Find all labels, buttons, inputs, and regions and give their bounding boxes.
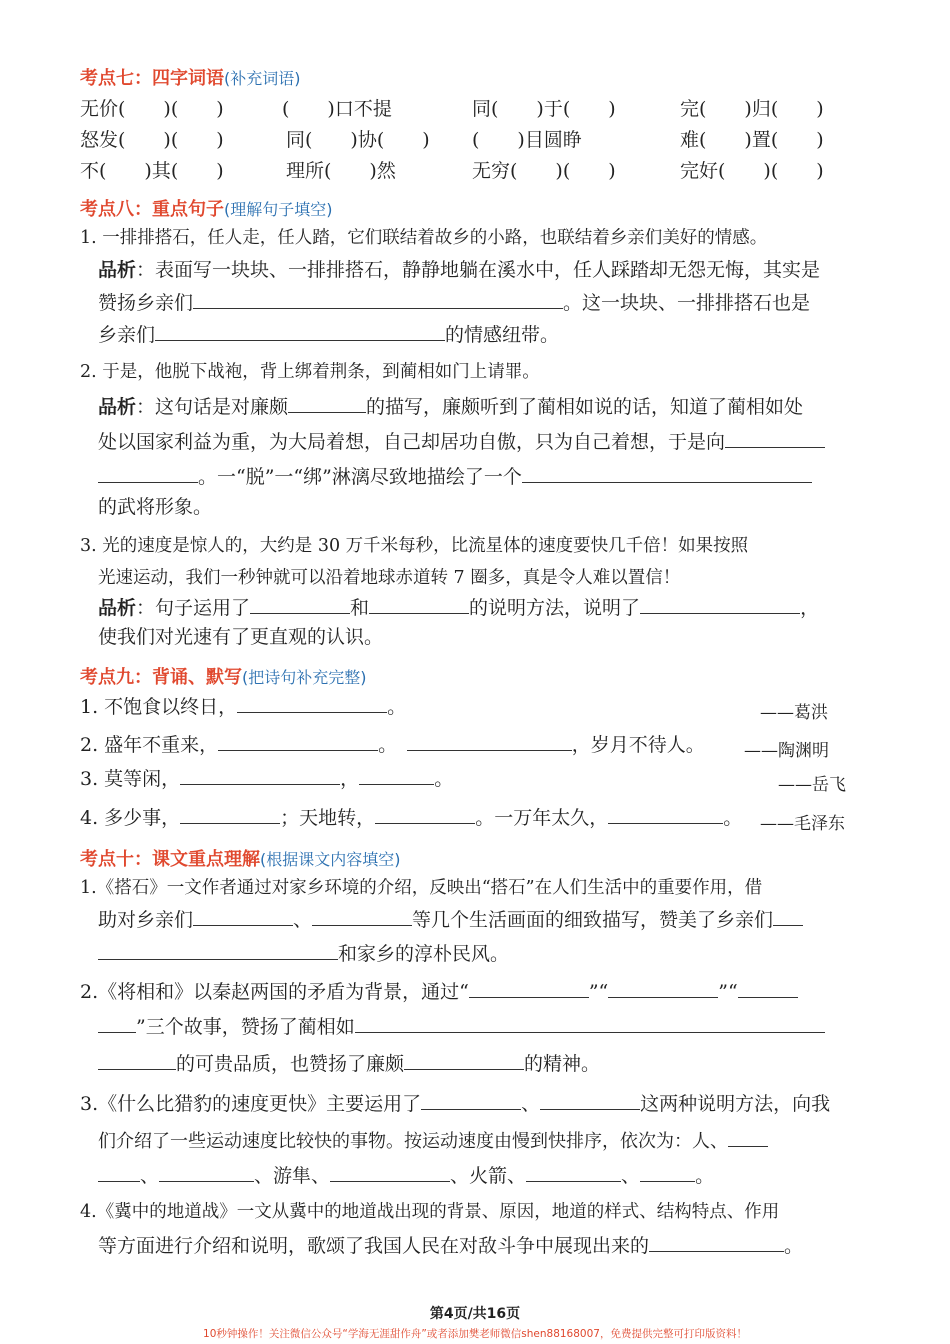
question-line: 们介绍了一些运动速度比较快的事物。按运动速度由慢到快排序，依次为：人、 xyxy=(98,1128,768,1154)
answer-blank[interactable] xyxy=(421,1091,521,1110)
promo-banner: 10秒钟操作！关注微信公众号“学海无涯甜作舟”或者添加樊老师微信shen88168007，免费提供完整可打印版资料！ xyxy=(203,1328,747,1340)
answer-blank[interactable] xyxy=(193,290,563,309)
answer-blank[interactable] xyxy=(330,1163,450,1182)
analysis-line: 的武将形象。 xyxy=(98,496,213,518)
analysis-label: 品析 xyxy=(98,396,137,418)
answer-blank[interactable] xyxy=(180,766,340,785)
answer-blank[interactable] xyxy=(640,1163,695,1182)
answer-blank[interactable] xyxy=(725,429,825,448)
question-line: 和家乡的淳朴民风。 xyxy=(98,941,509,966)
analysis-line: 品析：这句话是对廉颇 的描写，廉颇听到了蔺相如说的话，知道了蔺相如处 xyxy=(98,396,804,418)
answer-blank[interactable] xyxy=(288,394,366,413)
answer-blank[interactable] xyxy=(738,979,798,998)
section-8-title: 考点八：重点句子 xyxy=(80,199,224,220)
answer-blank[interactable] xyxy=(359,766,434,785)
section-7-title: 考点七：四字词语 xyxy=(80,68,224,89)
idiom-cell: 完( )归( ) xyxy=(680,98,824,120)
section-10-title: 考点十：课文重点理解 xyxy=(80,849,260,870)
poem-line: 4. 多少事， ；天地转， 。一万年太久， 。 xyxy=(80,807,743,829)
answer-blank[interactable] xyxy=(98,1163,140,1182)
analysis-label: 品析 xyxy=(98,259,137,281)
answer-blank[interactable] xyxy=(608,805,723,824)
poem-author: ——毛泽东 xyxy=(760,814,845,834)
poem-line: 2. 盛年不重来， 。 ，岁月不待人。 xyxy=(80,734,705,756)
answer-blank[interactable] xyxy=(237,694,387,713)
answer-blank[interactable] xyxy=(312,907,412,926)
answer-blank[interactable] xyxy=(540,1091,640,1110)
section-7-subtitle: (补充词语) xyxy=(224,69,301,88)
idiom-cell: 不( )其( ) xyxy=(80,160,224,182)
answer-blank[interactable] xyxy=(155,322,445,341)
question-line: 2.《将相和》以秦赵两国的矛盾为背景，通过“ ”“ ”“ xyxy=(80,979,798,1004)
poem-line: 1. 不饱食以终日， 。 xyxy=(80,696,407,718)
poem-author: ——岳飞 xyxy=(778,775,846,795)
answer-blank[interactable] xyxy=(649,1233,784,1252)
answer-blank[interactable] xyxy=(193,907,293,926)
poem-line: 3. 莫等闲， ， 。 xyxy=(80,768,454,790)
answer-blank[interactable] xyxy=(180,805,280,824)
idiom-cell: ( )目圆睁 xyxy=(472,129,582,151)
answer-blank[interactable] xyxy=(522,464,812,483)
answer-blank[interactable] xyxy=(728,1128,768,1147)
question-line: 的可贵品质，也赞扬了廉颇 的精神。 xyxy=(98,1051,600,1076)
analysis-label: 品析 xyxy=(98,597,137,619)
poem-author: ——葛洪 xyxy=(760,703,828,723)
section-10-subtitle: (根据课文内容填空) xyxy=(260,850,401,869)
answer-blank[interactable] xyxy=(98,941,338,960)
question-text: 1.《搭石》一文作者通过对家乡环境的介绍，反映出“搭石”在人们生活中的重要作用，借 xyxy=(80,878,763,898)
analysis-line: 乡亲们 的情感纽带。 xyxy=(98,324,560,346)
answer-blank[interactable] xyxy=(218,732,378,751)
answer-blank[interactable] xyxy=(159,1163,254,1182)
question-line: 助对乡亲们 、 等几个生活画面的细致描写，赞美了乡亲们 xyxy=(98,907,803,932)
section-8-heading xyxy=(80,195,333,221)
analysis-line: 使我们对光速有了更直观的认识。 xyxy=(98,626,384,648)
answer-blank[interactable] xyxy=(250,595,350,614)
section-7-heading xyxy=(80,64,301,90)
question-line: 3.《什么比猎豹的速度更快》主要运用了 、 这两种说明方法，向我 xyxy=(80,1093,831,1115)
section-10-heading xyxy=(80,845,401,871)
question-line: ”三个故事，赞扬了蔺相如 xyxy=(98,1014,825,1039)
question-text: 3. 光的速度是惊人的，大约是 30 万千米每秒，比流星体的速度要快几千倍！如果按照 xyxy=(80,536,749,556)
answer-blank[interactable] xyxy=(773,907,803,926)
idiom-cell: 同( )协( ) xyxy=(286,129,430,151)
question-text: 2. 于是，他脱下战袍，背上绑着荆条，到蔺相如门上请罪。 xyxy=(80,362,540,382)
idiom-cell: 完好( )( ) xyxy=(680,160,824,182)
poem-author: ——陶渊明 xyxy=(744,741,829,761)
page-number: 第4页/共16页 xyxy=(429,1306,521,1322)
idiom-cell: 理所( )然 xyxy=(286,160,396,182)
section-9-title: 考点九：背诵、默写 xyxy=(80,667,242,688)
answer-blank[interactable] xyxy=(526,1163,621,1182)
idiom-cell: 无穷( )( ) xyxy=(472,160,616,182)
idiom-cell: 同( )于( ) xyxy=(472,98,616,120)
answer-blank[interactable] xyxy=(469,979,589,998)
question-line: 等方面进行介绍和说明，歌颂了我国人民在对敌斗争中展现出来的 。 xyxy=(98,1235,804,1257)
analysis-line: 。一“脱”一“绑”淋漓尽致地描绘了一个 xyxy=(98,464,812,489)
answer-blank[interactable] xyxy=(608,979,718,998)
answer-blank[interactable] xyxy=(369,595,469,614)
analysis-line: 品析：表面写一块块、一排排搭石，静静地躺在溪水中，任人踩踏却无怨无悔，其实是 xyxy=(98,259,821,281)
section-9-heading xyxy=(80,663,367,689)
answer-blank[interactable] xyxy=(404,1051,524,1070)
answer-blank[interactable] xyxy=(375,805,475,824)
question-text: 4.《冀中的地道战》一文从冀中的地道战出现的背景、原因，地道的样式、结构特点、作用 xyxy=(80,1202,780,1222)
question-text: 1. 一排排搭石，任人走，任人踏，它们联结着故乡的小路，也联结着乡亲们美好的情感。 xyxy=(80,228,768,248)
answer-blank[interactable] xyxy=(640,595,800,614)
analysis-line: 品析：句子运用了 和 的说明方法，说明了 ， xyxy=(98,597,820,619)
section-9-subtitle: (把诗句补充完整) xyxy=(242,668,367,687)
idiom-cell: ( )口不提 xyxy=(282,98,392,120)
analysis-line: 赞扬乡亲们 。这一块块、一排排搭石也是 xyxy=(98,292,811,314)
answer-blank[interactable] xyxy=(98,1051,176,1070)
analysis-line: 处以国家利益为重，为大局着想，自己却居功自傲，只为自己着想，于是向 xyxy=(98,429,825,454)
question-text: 光速运动，我们一秒钟就可以沿着地球赤道转 7 圈多，真是令人难以置信！ xyxy=(98,568,681,588)
idiom-cell: 无价( )( ) xyxy=(80,98,224,120)
question-line: 、 、游隼、 、火箭、 、 。 xyxy=(98,1163,714,1188)
answer-blank[interactable] xyxy=(407,732,572,751)
idiom-cell: 难( )置( ) xyxy=(680,129,824,151)
answer-blank[interactable] xyxy=(355,1014,825,1033)
answer-blank[interactable] xyxy=(98,1014,136,1033)
section-8-subtitle: (理解句子填空) xyxy=(224,200,333,219)
idiom-cell: 怒发( )( ) xyxy=(80,129,224,151)
answer-blank[interactable] xyxy=(98,464,198,483)
